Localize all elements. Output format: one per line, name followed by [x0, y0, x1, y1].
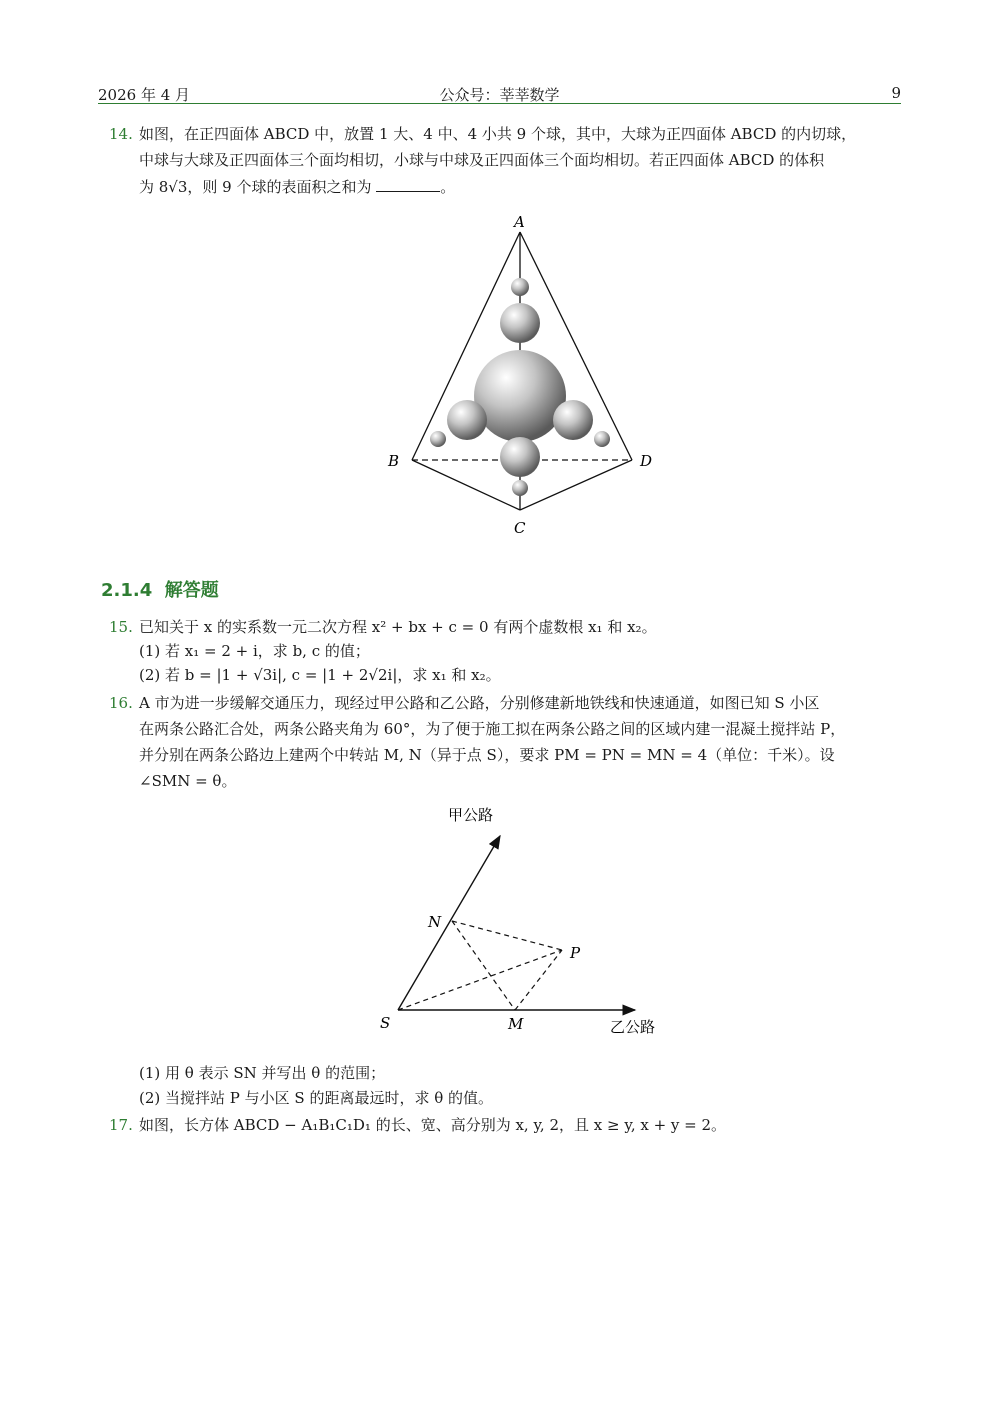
road-a-line — [398, 836, 500, 1010]
q17-number: 17. — [109, 1116, 133, 1134]
small-sphere-right — [594, 431, 610, 447]
q16-number: 16. — [109, 694, 133, 712]
q15-part-2: (2) 若 b = |1 + √3i|, c = |1 + 2√2i|，求 x₁ 和 x₂。 — [139, 666, 501, 684]
q17-stem: 如图，长方体 ABCD − A₁B₁C₁D₁ 的长、宽、高分别为 x, y, 2，且 x ≥ y, x + y = 2。 — [139, 1116, 727, 1134]
segment-MP — [515, 950, 562, 1010]
tetrahedron-figure — [380, 210, 660, 540]
q16-line-3: 并分别在两条公路边上建两个中转站 M, N（异于点 S），要求 PM = PN = MN = 4（单位：千米）。设 — [139, 746, 835, 764]
road-b-label: 乙公路 — [610, 1018, 656, 1036]
header-date: 2026 年 4 月 — [98, 86, 191, 104]
q15-part-1: (1) 若 x₁ = 2 + i，求 b, c 的值； — [139, 642, 370, 660]
page-number: 9 — [891, 84, 901, 102]
page-header — [98, 80, 901, 104]
label-D: D — [640, 452, 653, 470]
label-P: P — [570, 944, 581, 962]
q14-line-2: 中球与大球及正四面体三个面均相切，小球与中球及正四面体三个面均相切。若正四面体 ABCD 的体积 — [139, 151, 825, 169]
roads-figure — [370, 800, 680, 1045]
answer-blank[interactable] — [376, 177, 440, 192]
q15-stem: 已知关于 x 的实系数一元二次方程 x² + bx + c = 0 有两个虚数根 x₁ 和 x₂。 — [139, 618, 657, 636]
q14-number: 14. — [109, 125, 133, 143]
medium-sphere-left — [447, 400, 487, 440]
label-C: C — [514, 519, 526, 537]
large-sphere — [474, 350, 566, 442]
small-sphere-top — [511, 278, 529, 296]
segment-SP — [398, 950, 562, 1010]
label-A: A — [514, 213, 525, 231]
small-sphere-left — [430, 431, 446, 447]
label-M: M — [508, 1015, 524, 1033]
label-N: N — [428, 913, 442, 931]
q14-line-3: 为 8√3，则 9 个球的表面积之和为 。 — [139, 178, 456, 196]
q16-line-2: 在两条公路汇合处，两条公路夹角为 60°，为了便于施工拟在两条公路之间的区域内建一混凝土搅拌站 P， — [139, 720, 846, 738]
medium-sphere-bottom — [500, 437, 540, 477]
q16-part-2: (2) 当搅拌站 P 与小区 S 的距离最远时，求 θ 的值。 — [139, 1089, 494, 1107]
label-B: B — [388, 452, 400, 470]
medium-sphere-right — [553, 400, 593, 440]
small-sphere-bottom — [512, 480, 528, 496]
segment-NM — [452, 921, 515, 1010]
segment-NP — [452, 921, 562, 950]
road-a-label: 甲公路 — [448, 806, 494, 824]
q16-part-1: (1) 用 θ 表示 SN 并写出 θ 的范围； — [139, 1064, 386, 1082]
section-heading: 2.1.4 解答题 — [101, 580, 219, 601]
medium-sphere-top — [500, 303, 540, 343]
q15-number: 15. — [109, 618, 133, 636]
header-rule — [98, 103, 901, 104]
header-account: 公众号：莘莘数学 — [439, 86, 560, 104]
q16-line-4: ∠SMN = θ。 — [139, 772, 237, 790]
q14-line-1: 如图，在正四面体 ABCD 中，放置 1 大、4 中、4 小共 9 个球，其中，大球为正四面体 ABCD 的内切球， — [139, 125, 857, 143]
q16-line-1: A 市为进一步缓解交通压力，现经过甲公路和乙公路，分别修建新地铁线和快速通道，如图已知 S 小区 — [139, 694, 820, 712]
label-S: S — [380, 1014, 391, 1032]
